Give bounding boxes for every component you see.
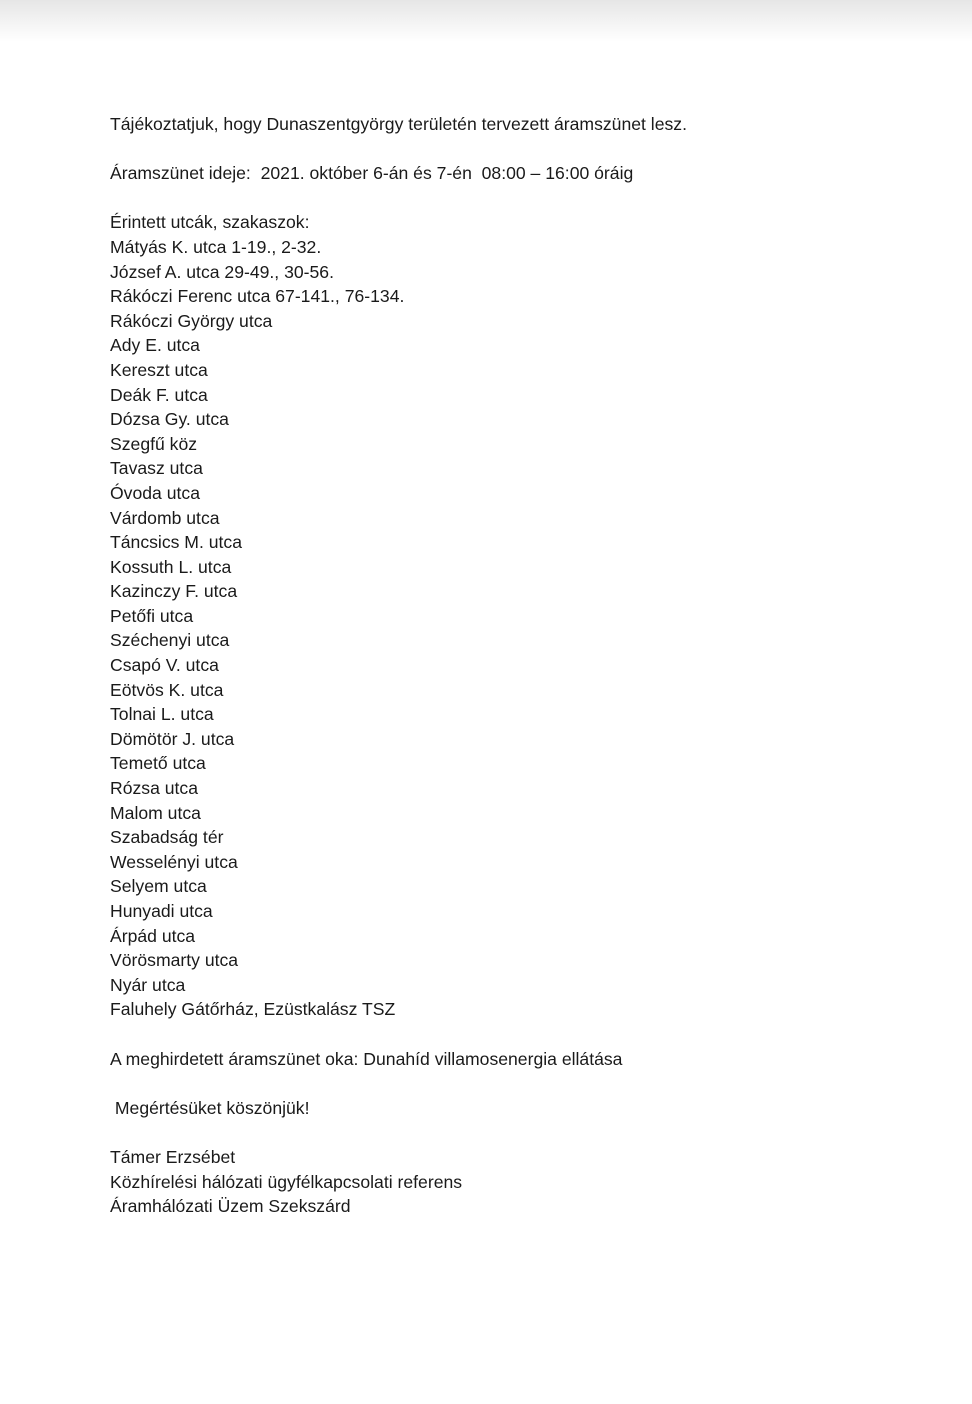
street-item: Rákóczi Ferenc utca 67-141., 76-134. [110, 286, 405, 307]
spacer [110, 1022, 910, 1047]
street-list [110, 235, 910, 1022]
spacer [110, 1120, 910, 1145]
notice-document [110, 112, 910, 1219]
intro-text: Tájékoztatjuk, hogy Dunaszentgyörgy területén tervezett áramszünet lesz. [110, 114, 687, 134]
streets-heading: Érintett utcák, szakaszok: [110, 212, 310, 233]
street-item: Dózsa Gy. utca [110, 409, 229, 430]
street-item: Rózsa utca [110, 778, 199, 799]
street-item: Széchenyi utca [110, 630, 230, 651]
street-item: Árpád utca [110, 925, 196, 946]
spacer [110, 137, 910, 162]
street-item: Várdomb utca [110, 507, 220, 528]
street-item: Táncsics M. utca [110, 532, 242, 553]
street-item: Eötvös K. utca [110, 679, 224, 700]
street-item: Nyár utca [110, 974, 186, 995]
street-item: Kereszt utca [110, 359, 208, 380]
signature-office: Áramhálózati Üzem Szekszárd [110, 1196, 351, 1217]
spacer [110, 1071, 910, 1096]
street-item: Csapó V. utca [110, 655, 219, 676]
signature-name: Támer Erzsébet [110, 1146, 236, 1167]
street-item: Hunyadi utca [110, 901, 213, 921]
street-item: Kossuth L. utca [110, 556, 232, 577]
signature-title: Közhírelési hálózati ügyfélkapcsolati referens [110, 1171, 463, 1192]
outage-time: Áramszünet ideje: 2021. október 6-án és 7-én 08:00 – 16:00 óráig [110, 163, 634, 184]
street-item: Malom utca [110, 802, 201, 823]
street-item: Kazinczy F. utca [110, 581, 238, 602]
spacer [110, 186, 910, 211]
street-item: Temető utca [110, 753, 206, 774]
thanks-text: Megértésüket köszönjük! [110, 1097, 310, 1118]
street-item: Selyem utca [110, 876, 207, 897]
outage-reason: A meghirdetett áramszünet oka: Dunahíd villamosenergia ellátása [110, 1048, 623, 1069]
street-item: Faluhely Gátőrház, Ezüstkalász TSZ [110, 999, 396, 1020]
street-item: Deák F. utca [110, 384, 208, 405]
street-item: Vörösmarty utca [110, 950, 239, 971]
street-item: Dömötör J. utca [110, 728, 235, 749]
street-item: Szegfű köz [110, 433, 198, 454]
street-item: Wesselényi utca [110, 851, 238, 872]
street-item: Petőfi utca [110, 605, 194, 626]
top-shadow [0, 0, 972, 42]
street-item: József A. utca 29-49., 30-56. [110, 261, 334, 282]
street-item: Mátyás K. utca 1-19., 2-32. [110, 236, 322, 257]
street-item: Tavasz utca [110, 458, 203, 479]
street-item: Óvoda utca [110, 482, 200, 503]
street-item: Szabadság tér [110, 827, 224, 848]
street-item: Tolnai L. utca [110, 704, 214, 725]
street-item: Rákóczi György utca [110, 310, 273, 331]
street-item: Ady E. utca [110, 335, 200, 356]
